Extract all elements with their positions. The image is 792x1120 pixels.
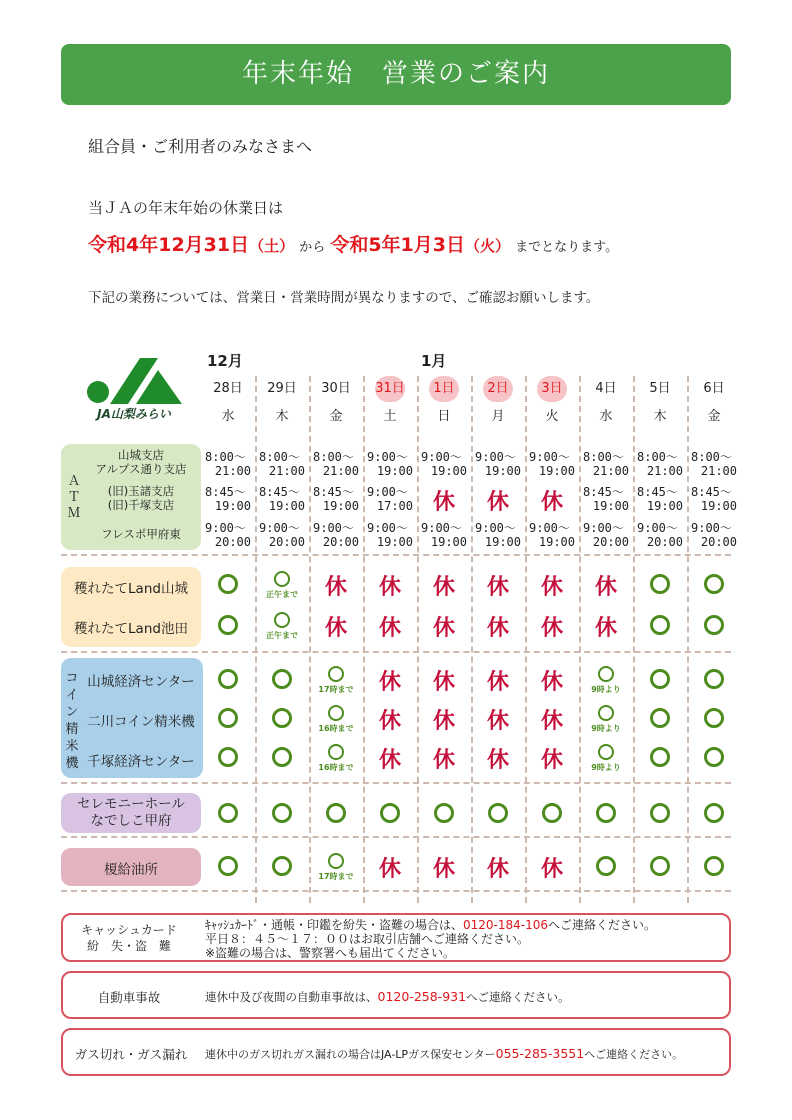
period-start: 令和4年12月31日 (88, 234, 250, 256)
open-mark (218, 574, 238, 594)
open-mark (598, 744, 614, 760)
open-mark (274, 571, 290, 587)
hours-note: 16時まで (318, 763, 354, 772)
closed-mark: 休 (540, 490, 563, 515)
date-header: 29日 (267, 381, 297, 396)
atm-hours: 9:00～ 20:00 (637, 521, 683, 549)
closed-mark: 休 (486, 575, 509, 600)
open-mark (328, 705, 344, 721)
closed-mark: 休 (486, 709, 509, 734)
coin-rice-section (61, 658, 203, 778)
date-header: 6日 (703, 381, 725, 396)
open-mark (704, 574, 724, 594)
open-mark (598, 705, 614, 721)
closed-mark: 休 (540, 748, 563, 773)
atm-location-3: フレスポ甲府東 (101, 527, 181, 541)
contact-label-line: 紛 失・盗 難 (86, 939, 171, 953)
atm-location-2: (旧)玉諸支店 (旧)千塚支店 (107, 484, 175, 512)
atm-hours: 9:00～ 19:00 (529, 521, 575, 549)
closed-mark: 休 (540, 616, 563, 641)
closed-mark: 休 (486, 748, 509, 773)
grid-hline (61, 890, 731, 892)
coin-location-2: 二川コイン精米機 (87, 714, 195, 730)
closed-mark: 休 (432, 670, 455, 695)
open-mark (328, 666, 344, 682)
grid-hline (61, 554, 731, 556)
closed-mark: 休 (594, 616, 617, 641)
contact-label-line: キャッシュカード (81, 923, 177, 937)
open-mark (218, 747, 238, 767)
notice-text: 下記の業務については、営業日・営業時間が異なりますので、ご確認お願いします。 (88, 290, 600, 306)
weekday-label: 木 (653, 409, 667, 424)
intro-text: 当ＪＡの年末年始の休業日は (88, 199, 284, 217)
date-header: 4日 (595, 381, 617, 396)
open-mark (272, 856, 292, 876)
atm-hours: 8:45～ 19:00 (205, 485, 251, 513)
grid-hline (61, 782, 731, 784)
contact-line (205, 918, 656, 932)
closed-mark: 休 (378, 748, 401, 773)
ja-logo (78, 348, 188, 426)
date-header: 30日 (321, 381, 351, 396)
atm-hours: 8:00～ 21:00 (691, 450, 737, 478)
closed-mark: 休 (378, 709, 401, 734)
period-end: 令和5年1月3日 (330, 234, 465, 256)
date-header: 28日 (213, 381, 243, 396)
contact-text: ｷｬｯｼｭｶｰﾄﾞ・通帳・印鑑を紛失・盗難の場合は、 (205, 918, 464, 932)
atm-hours: 8:00～ 21:00 (259, 450, 305, 478)
open-mark (326, 803, 346, 823)
closed-mark: 休 (378, 670, 401, 695)
date-header (525, 376, 579, 402)
open-mark (380, 803, 400, 823)
open-mark (542, 803, 562, 823)
open-mark (650, 708, 670, 728)
ceremony-section (61, 793, 201, 833)
contact-text: 連休中及び夜間の自動車事故は、 (205, 990, 378, 1004)
direct-store-1: 穫れたてLand山城 (74, 581, 188, 597)
greeting: 組合員・ご利用者のみなさまへ (88, 137, 313, 156)
open-mark (650, 669, 670, 689)
open-mark (272, 708, 292, 728)
holiday-period (88, 230, 618, 257)
weekday-label: 土 (383, 409, 397, 424)
date-header (471, 376, 525, 402)
atm-hours: 8:45～ 19:00 (583, 485, 629, 513)
contact-line (205, 1046, 683, 1062)
hours-note: 9時より (591, 724, 621, 733)
contact-text: 連休中のガス切れガス漏れの場合はJA-LPガス保安センター (205, 1048, 496, 1061)
atm-hours: 9:00～ 20:00 (259, 521, 305, 549)
hours-note: 9時より (591, 685, 621, 694)
closed-mark: 休 (486, 490, 509, 515)
open-mark (704, 747, 724, 767)
contact-label-line: ガス切れ・ガス漏れ (74, 1047, 188, 1062)
atm-hours: 9:00～ 19:00 (475, 450, 521, 478)
closed-mark: 休 (432, 575, 455, 600)
open-mark (434, 803, 454, 823)
ceremony-name: セレモニーホール なでしこ甲府 (77, 796, 185, 829)
atm-hours: 9:00～ 20:00 (691, 521, 737, 549)
contact-text: へご連絡ください。 (584, 1048, 684, 1061)
car-accident-phone[interactable]: 0120-258-931 (377, 989, 467, 1004)
weekday-label: 水 (599, 409, 613, 424)
coin-label: コ イ ン 精 米 機 (65, 671, 79, 771)
closed-mark: 休 (378, 616, 401, 641)
closed-mark: 休 (324, 575, 347, 600)
contact-text: へご連絡ください。 (548, 918, 657, 932)
open-mark (596, 856, 616, 876)
hours-note: 16時まで (318, 724, 354, 733)
contact-text: へご連絡ください。 (466, 990, 570, 1004)
contact-line: 平日８：４５～１７：００はお取引店舗へご連絡ください。 (205, 932, 530, 946)
contact-line (205, 989, 570, 1005)
open-mark (650, 803, 670, 823)
weekday-label: 水 (221, 409, 235, 424)
atm-hours: 8:00～ 21:00 (583, 450, 629, 478)
closed-mark: 休 (432, 748, 455, 773)
open-mark (272, 669, 292, 689)
atm-section (61, 444, 201, 550)
atm-hours: 8:00～ 21:00 (205, 450, 251, 478)
open-mark (488, 803, 508, 823)
atm-hours: 8:00～ 21:00 (313, 450, 359, 478)
closed-mark: 休 (594, 575, 617, 600)
atm-hours: 9:00～ 19:00 (367, 521, 413, 549)
open-mark (328, 853, 344, 869)
period-end-dow: （火） (465, 237, 511, 255)
weekday-label: 月 (491, 409, 505, 424)
weekday-label: 火 (545, 409, 559, 424)
grid-hline (61, 651, 731, 653)
closed-mark: 休 (432, 709, 455, 734)
open-mark (650, 615, 670, 635)
atm-hours: 8:45～ 19:00 (313, 485, 359, 513)
closed-mark: 休 (432, 616, 455, 641)
open-mark (704, 615, 724, 635)
hours-note: 正午まで (266, 590, 298, 599)
open-mark (218, 803, 238, 823)
holiday-date-badge: 1日 (429, 376, 459, 402)
grid-hline (61, 836, 731, 838)
closed-mark: 休 (378, 857, 401, 882)
closed-mark: 休 (486, 670, 509, 695)
weekday-label: 金 (329, 409, 343, 424)
cashcard-phone[interactable]: 0120-184-106 (463, 918, 549, 932)
month-dec: 12月 (207, 352, 243, 370)
open-mark (704, 669, 724, 689)
open-mark (328, 744, 344, 760)
hours-note: 17時まで (318, 872, 354, 881)
contact-car-accident (61, 971, 731, 1019)
closed-mark: 休 (432, 490, 455, 515)
closed-mark: 休 (540, 575, 563, 600)
date-header (363, 376, 417, 402)
closed-mark: 休 (378, 575, 401, 600)
atm-label: Ａ Ｔ Ｍ (67, 474, 81, 521)
atm-hours: 8:45～ 19:00 (259, 485, 305, 513)
open-mark (650, 574, 670, 594)
atm-hours: 9:00～ 20:00 (205, 521, 251, 549)
open-mark (272, 803, 292, 823)
logo-text: JA山梨みらい (97, 407, 171, 421)
contact-line: ※盗難の場合は、警察署へも届出てください。 (205, 946, 456, 960)
open-mark (596, 803, 616, 823)
direct-sales-section (61, 567, 201, 647)
hours-note: 9時より (591, 763, 621, 772)
weekday-label: 金 (707, 409, 721, 424)
atm-location-1: 山城支店 アルプス通り支店 (95, 448, 187, 476)
contact-label-line: 自動車事故 (97, 990, 161, 1005)
closed-mark: 休 (486, 616, 509, 641)
date-header: 5日 (649, 381, 671, 396)
closed-mark: 休 (540, 670, 563, 695)
closed-mark: 休 (432, 857, 455, 882)
open-mark (704, 856, 724, 876)
contact-gas (61, 1028, 731, 1076)
holiday-date-badge: 2日 (483, 376, 513, 402)
atm-hours: 9:00～ 19:00 (421, 521, 467, 549)
open-mark (704, 708, 724, 728)
open-mark (218, 669, 238, 689)
closed-mark: 休 (540, 857, 563, 882)
atm-hours: 9:00～ 17:00 (367, 485, 413, 513)
weekday-label: 木 (275, 409, 289, 424)
open-mark (598, 666, 614, 682)
atm-hours: 9:00～ 19:00 (367, 450, 413, 478)
coin-location-1: 山城経済センター (87, 674, 195, 690)
weekday-label: 日 (437, 409, 451, 424)
open-mark (218, 856, 238, 876)
atm-hours: 8:45～ 19:00 (691, 485, 737, 513)
atm-hours: 8:00～ 21:00 (637, 450, 683, 478)
open-mark (272, 747, 292, 767)
atm-hours: 9:00～ 19:00 (421, 450, 467, 478)
open-mark (218, 708, 238, 728)
open-mark (650, 747, 670, 767)
coin-location-3: 千塚経済センター (87, 754, 195, 770)
open-mark (650, 856, 670, 876)
atm-hours: 9:00～ 20:00 (313, 521, 359, 549)
open-mark (704, 803, 724, 823)
hours-note: 正午まで (266, 631, 298, 640)
period-connector: から (299, 240, 326, 255)
period-suffix: までとなります。 (515, 240, 619, 255)
holiday-date-badge: 31日 (375, 376, 405, 402)
hours-note: 17時まで (318, 685, 354, 694)
date-header (417, 376, 471, 402)
atm-hours: 8:45～ 19:00 (637, 485, 683, 513)
closed-mark: 休 (324, 616, 347, 641)
holiday-date-badge: 3日 (537, 376, 567, 402)
fuel-section (61, 848, 201, 886)
open-mark (274, 612, 290, 628)
closed-mark: 休 (540, 709, 563, 734)
page-title: 年末年始 営業のご案内 (61, 44, 731, 105)
gas-phone[interactable]: 055-285-3551 (495, 1046, 585, 1061)
atm-hours: 9:00～ 19:00 (475, 521, 521, 549)
closed-mark: 休 (486, 857, 509, 882)
atm-hours: 9:00～ 20:00 (583, 521, 629, 549)
fuel-name: 榎給油所 (104, 862, 158, 878)
open-mark (218, 615, 238, 635)
period-start-dow: （土） (249, 237, 295, 255)
direct-store-2: 穫れたてLand池田 (74, 621, 188, 637)
month-jan: 1月 (421, 352, 447, 370)
atm-hours: 9:00～ 19:00 (529, 450, 575, 478)
contact-cashcard (61, 913, 731, 962)
